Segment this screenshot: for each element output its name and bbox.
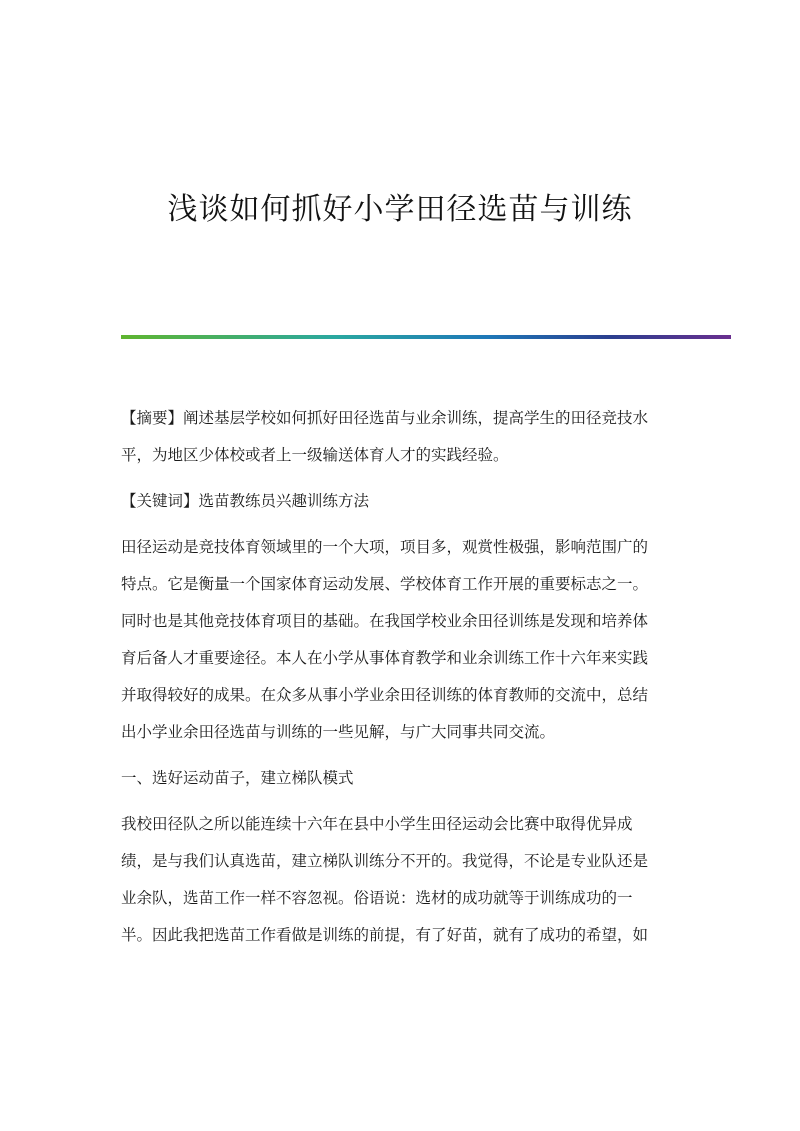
section1-line: 绩，是与我们认真选苗，建立梯队训练分不开的。我觉得，不论是专业队还是 bbox=[121, 852, 649, 870]
section1-heading bbox=[121, 760, 681, 797]
keywords-line: 【关键词】选苗教练员兴趣训练方法 bbox=[121, 492, 370, 510]
abstract-paragraph bbox=[121, 400, 681, 474]
section1-line: 半。因此我把选苗工作看做是训练的前提，有了好苗，就有了成功的希望，如 bbox=[121, 926, 649, 944]
intro-line: 特点。它是衡量一个国家体育运动发展、学校体育工作开展的重要标志之一。 bbox=[121, 575, 649, 593]
abstract-line: 【摘要】阐述基层学校如何抓好田径选苗与业余训练，提高学生的田径竞技水 bbox=[121, 409, 649, 427]
section1-line: 我校田径队之所以能连续十六年在县中小学生田径运动会比赛中取得优异成 bbox=[121, 815, 633, 833]
title-divider bbox=[121, 335, 731, 339]
intro-line: 同时也是其他竞技体育项目的基础。在我国学校业余田径训练是发现和培养体 bbox=[121, 612, 649, 630]
intro-line: 育后备人才重要途径。本人在小学从事体育教学和业余训练工作十六年来实践 bbox=[121, 649, 649, 667]
document-body bbox=[121, 400, 681, 963]
section1-paragraph bbox=[121, 806, 681, 954]
intro-line: 并取得较好的成果。在众多从事小学业余田径训练的体育教师的交流中，总结 bbox=[121, 686, 649, 704]
intro-line: 出小学业余田径选苗与训练的一些见解，与广大同事共同交流。 bbox=[121, 723, 556, 741]
abstract-line: 平，为地区少体校或者上一级输送体育人才的实践经验。 bbox=[121, 446, 509, 464]
section1-line: 业余队，选苗工作一样不容忽视。俗语说：选材的成功就等于训练成功的一 bbox=[121, 889, 633, 907]
section-heading-line: 一、选好运动苗子，建立梯队模式 bbox=[121, 769, 354, 787]
intro-line: 田径运动是竞技体育领域里的一个大项，项目多，观赏性极强，影响范围广的 bbox=[121, 538, 649, 556]
intro-paragraph bbox=[121, 529, 681, 751]
keywords-paragraph bbox=[121, 483, 681, 520]
document-title: 浅谈如何抓好小学田径选苗与训练 bbox=[167, 192, 633, 227]
